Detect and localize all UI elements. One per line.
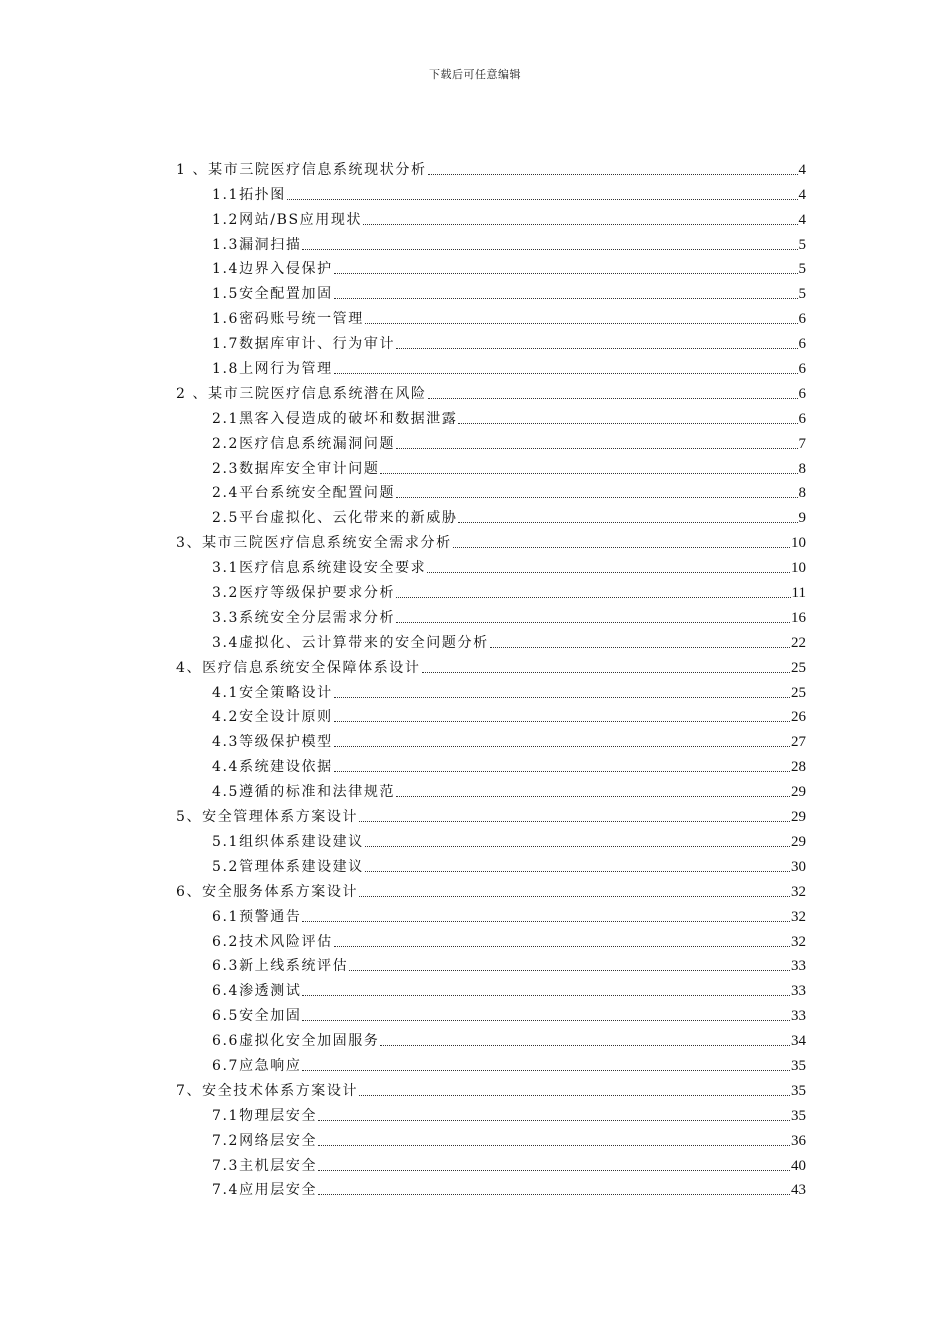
- toc-dot-leader: [359, 895, 790, 897]
- toc-page-number: 35: [791, 1057, 806, 1074]
- toc-entry-title: 5.2管理体系建设建议: [212, 858, 364, 875]
- toc-chapter-entry[interactable]: [176, 527, 806, 552]
- toc-chapter-entry[interactable]: [176, 154, 806, 179]
- toc-dot-leader: [453, 546, 790, 548]
- toc-dot-leader: [318, 1144, 790, 1146]
- toc-entry-title: 6.5安全加固: [212, 1008, 302, 1025]
- toc-entry-title: 3.4虚拟化、云计算带来的安全问题分析: [212, 634, 489, 651]
- toc-section-entry[interactable]: [176, 577, 806, 602]
- toc-dot-leader: [334, 372, 798, 374]
- toc-page-number: 32: [791, 883, 806, 900]
- toc-dot-leader: [334, 945, 790, 947]
- toc-page-number: 5: [798, 261, 806, 278]
- toc-dot-leader: [302, 248, 797, 250]
- toc-dot-leader: [396, 795, 790, 797]
- toc-entry-title: 1.4边界入侵保护: [212, 261, 333, 278]
- toc-entry-title: 7.1物理层安全: [212, 1107, 318, 1124]
- toc-page-number: 6: [798, 361, 806, 378]
- toc-section-entry[interactable]: [176, 1000, 806, 1025]
- toc-dot-leader: [490, 646, 790, 648]
- toc-dot-leader: [458, 422, 797, 424]
- toc-section-entry[interactable]: [176, 776, 806, 801]
- toc-page-number: 22: [791, 634, 806, 651]
- toc-section-entry[interactable]: [176, 303, 806, 328]
- toc-section-entry[interactable]: [176, 229, 806, 254]
- toc-entry-title: 2.1黑客入侵造成的破坏和数据泄露: [212, 410, 458, 427]
- toc-page-number: 33: [791, 958, 806, 975]
- toc-section-entry[interactable]: [176, 1125, 806, 1150]
- toc-section-entry[interactable]: [176, 453, 806, 478]
- toc-entry-title: 7、安全技术体系方案设计: [176, 1082, 359, 1099]
- toc-dot-leader: [359, 1094, 790, 1096]
- toc-dot-leader: [334, 720, 790, 722]
- toc-page-number: 29: [791, 784, 806, 801]
- toc-dot-leader: [287, 198, 798, 200]
- toc-page-number: 4: [798, 161, 806, 178]
- toc-dot-leader: [334, 272, 798, 274]
- toc-section-entry[interactable]: [176, 851, 806, 876]
- toc-page-number: 4: [798, 186, 806, 203]
- toc-entry-title: 7.2网络层安全: [212, 1132, 318, 1149]
- toc-section-entry[interactable]: [176, 502, 806, 527]
- toc-entry-title: 2.5平台虚拟化、云化带来的新威胁: [212, 510, 458, 527]
- toc-entry-title: 5.1组织体系建设建议: [212, 833, 364, 850]
- toc-page-number: 16: [791, 609, 806, 626]
- toc-page-number: 4: [798, 211, 806, 228]
- toc-section-entry[interactable]: [176, 627, 806, 652]
- toc-page-number: 10: [791, 535, 806, 552]
- toc-page-number: 8: [798, 460, 806, 477]
- toc-page-number: 29: [791, 833, 806, 850]
- toc-section-entry[interactable]: [176, 726, 806, 751]
- toc-section-entry[interactable]: [176, 677, 806, 702]
- toc-entry-title: 3.1医疗信息系统建设安全要求: [212, 560, 427, 577]
- toc-entry-title: 6.4渗透测试: [212, 983, 302, 1000]
- toc-section-entry[interactable]: [176, 403, 806, 428]
- toc-dot-leader: [396, 347, 797, 349]
- table-of-contents: [176, 154, 806, 1199]
- toc-entry-title: 4、医疗信息系统安全保障体系设计: [176, 659, 421, 676]
- toc-section-entry[interactable]: [176, 926, 806, 951]
- toc-page-number: 32: [791, 933, 806, 950]
- toc-entry-title: 4.2安全设计原则: [212, 709, 333, 726]
- toc-entry-title: 6、安全服务体系方案设计: [176, 883, 359, 900]
- toc-entry-title: 1.8上网行为管理: [212, 361, 333, 378]
- toc-page-number: 5: [798, 286, 806, 303]
- toc-page-number: 32: [791, 908, 806, 925]
- toc-chapter-entry[interactable]: [176, 378, 806, 403]
- toc-section-entry[interactable]: [176, 278, 806, 303]
- toc-dot-leader: [302, 920, 790, 922]
- toc-entry-title: 3、某市三院医疗信息系统安全需求分析: [176, 535, 452, 552]
- toc-entry-title: 4.5遵循的标准和法律规范: [212, 784, 396, 801]
- toc-page-number: 35: [791, 1082, 806, 1099]
- toc-chapter-entry[interactable]: [176, 1075, 806, 1100]
- toc-page-number: 6: [798, 311, 806, 328]
- page-header: 下载后可任意编辑: [429, 68, 521, 81]
- toc-section-entry[interactable]: [176, 1150, 806, 1175]
- toc-chapter-entry[interactable]: [176, 801, 806, 826]
- toc-page-number: 34: [791, 1033, 806, 1050]
- toc-section-entry[interactable]: [176, 1175, 806, 1200]
- toc-dot-leader: [334, 745, 790, 747]
- toc-page-number: 33: [791, 983, 806, 1000]
- toc-page-number: 7: [798, 435, 806, 452]
- toc-dot-leader: [302, 994, 790, 996]
- toc-entry-title: 5、安全管理体系方案设计: [176, 809, 359, 826]
- toc-page-number: 5: [798, 236, 806, 253]
- toc-page-number: 10: [791, 560, 806, 577]
- toc-entry-title: 1.5安全配置加固: [212, 286, 333, 303]
- toc-entry-title: 2.2医疗信息系统漏洞问题: [212, 435, 396, 452]
- toc-section-entry[interactable]: [176, 702, 806, 727]
- toc-dot-leader: [365, 845, 790, 847]
- toc-section-entry[interactable]: [176, 428, 806, 453]
- toc-section-entry[interactable]: [176, 1050, 806, 1075]
- toc-dot-leader: [334, 696, 790, 698]
- toc-entry-title: 4.1安全策略设计: [212, 684, 333, 701]
- toc-entry-title: 2.3数据库安全审计问题: [212, 460, 380, 477]
- toc-entry-title: 1 、某市三院医疗信息系统现状分析: [176, 161, 427, 178]
- toc-entry-title: 2.4平台系统安全配置问题: [212, 485, 396, 502]
- toc-section-entry[interactable]: [176, 328, 806, 353]
- toc-dot-leader: [334, 770, 790, 772]
- toc-dot-leader: [302, 1019, 790, 1021]
- toc-entry-title: 1.7数据库审计、行为审计: [212, 336, 396, 353]
- toc-section-entry[interactable]: [176, 602, 806, 627]
- toc-section-entry[interactable]: [176, 826, 806, 851]
- toc-page-number: 25: [791, 684, 806, 701]
- toc-dot-leader: [380, 472, 797, 474]
- toc-section-entry[interactable]: [176, 478, 806, 503]
- toc-section-entry[interactable]: [176, 751, 806, 776]
- toc-entry-title: 4.4系统建设依据: [212, 759, 333, 776]
- toc-dot-leader: [365, 322, 798, 324]
- toc-page-number: 6: [798, 385, 806, 402]
- toc-section-entry[interactable]: [176, 552, 806, 577]
- toc-dot-leader: [380, 1044, 790, 1046]
- toc-page-number: 26: [791, 709, 806, 726]
- toc-entry-title: 6.2技术风险评估: [212, 933, 333, 950]
- toc-chapter-entry[interactable]: [176, 876, 806, 901]
- toc-dot-leader: [349, 969, 790, 971]
- toc-entry-title: 1.6密码账号统一管理: [212, 311, 364, 328]
- toc-page-number: 43: [791, 1182, 806, 1199]
- toc-dot-leader: [458, 521, 797, 523]
- toc-page-number: 33: [791, 1008, 806, 1025]
- toc-entry-title: 2 、某市三院医疗信息系统潜在风险: [176, 385, 427, 402]
- toc-entry-title: 1.3漏洞扫描: [212, 236, 302, 253]
- toc-dot-leader: [318, 1193, 790, 1195]
- toc-entry-title: 6.6虚拟化安全加固服务: [212, 1033, 380, 1050]
- toc-dot-leader: [396, 496, 797, 498]
- toc-dot-leader: [427, 571, 790, 573]
- toc-chapter-entry[interactable]: [176, 652, 806, 677]
- toc-entry-title: 4.3等级保护模型: [212, 734, 333, 751]
- toc-section-entry[interactable]: [176, 353, 806, 378]
- toc-dot-leader: [428, 397, 798, 399]
- toc-page-number: 9: [798, 510, 806, 527]
- toc-entry-title: 3.3系统安全分层需求分析: [212, 609, 396, 626]
- toc-dot-leader: [396, 447, 797, 449]
- toc-section-entry[interactable]: [176, 179, 806, 204]
- toc-entry-title: 6.3新上线系统评估: [212, 958, 349, 975]
- toc-page-number: 6: [798, 336, 806, 353]
- toc-dot-leader: [428, 173, 798, 175]
- toc-page-number: 35: [791, 1107, 806, 1124]
- toc-dot-leader: [359, 820, 790, 822]
- toc-page-number: 25: [791, 659, 806, 676]
- toc-page-number: 6: [798, 410, 806, 427]
- toc-page-number: 28: [791, 759, 806, 776]
- toc-entry-title: 7.4应用层安全: [212, 1182, 318, 1199]
- toc-entry-title: 7.3主机层安全: [212, 1157, 318, 1174]
- toc-section-entry[interactable]: [176, 901, 806, 926]
- toc-dot-leader: [318, 1119, 790, 1121]
- toc-dot-leader: [334, 297, 798, 299]
- toc-section-entry[interactable]: [176, 951, 806, 976]
- toc-section-entry[interactable]: [176, 975, 806, 1000]
- toc-dot-leader: [422, 671, 790, 673]
- toc-page-number: 36: [791, 1132, 806, 1149]
- toc-dot-leader: [318, 1169, 790, 1171]
- toc-section-entry[interactable]: [176, 1100, 806, 1125]
- toc-page-number: 27: [791, 734, 806, 751]
- toc-section-entry[interactable]: [176, 204, 806, 229]
- toc-entry-title: 3.2医疗等级保护要求分析: [212, 585, 396, 602]
- toc-page-number: 11: [791, 585, 806, 602]
- toc-dot-leader: [396, 621, 790, 623]
- toc-entry-title: 1.1拓扑图: [212, 186, 286, 203]
- toc-section-entry[interactable]: [176, 254, 806, 279]
- toc-page-number: 40: [791, 1157, 806, 1174]
- toc-page-number: 30: [791, 858, 806, 875]
- toc-section-entry[interactable]: [176, 1025, 806, 1050]
- toc-entry-title: 6.7应急响应: [212, 1057, 302, 1074]
- toc-entry-title: 1.2网站/BS应用现状: [212, 211, 363, 228]
- toc-dot-leader: [363, 223, 797, 225]
- toc-page-number: 8: [798, 485, 806, 502]
- toc-dot-leader: [302, 1069, 790, 1071]
- toc-dot-leader: [365, 870, 790, 872]
- toc-entry-title: 6.1预警通告: [212, 908, 302, 925]
- toc-dot-leader: [396, 596, 790, 598]
- toc-page-number: 29: [791, 809, 806, 826]
